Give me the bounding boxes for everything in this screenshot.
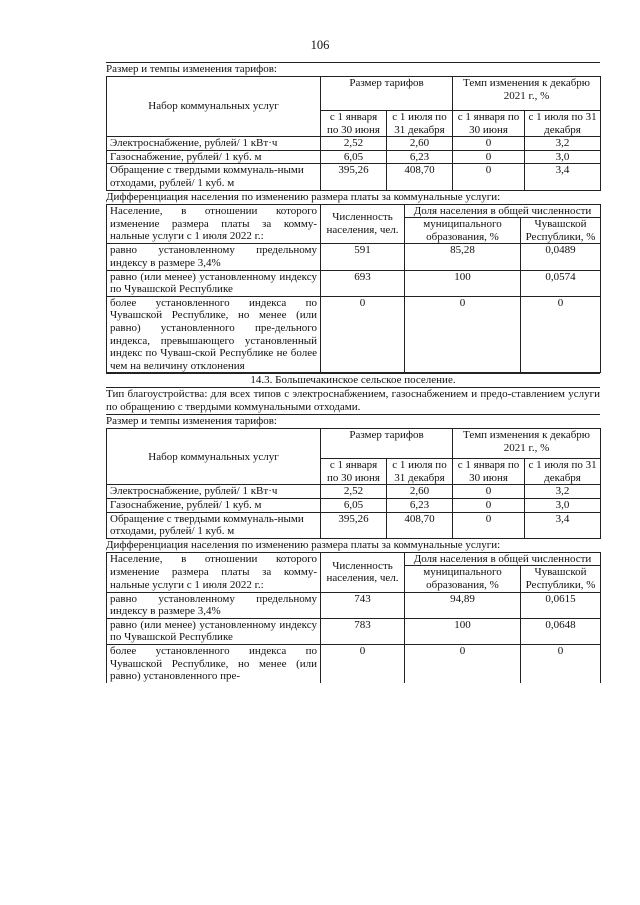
differentiation-label: Дифференциация населения по изменению размера платы за коммунальные услуги: [106, 538, 501, 551]
table-row [107, 645, 601, 683]
header-republic: Чувашской Республики, % [521, 218, 601, 244]
tariff-value: 408,70 [387, 164, 453, 190]
service-name: Газоснабжение, рублей/ 1 куб. м [107, 499, 321, 513]
header-period-1: с 1 января по 30 июня [321, 111, 387, 137]
tariff-label: Размер и темпы изменения тарифов: [106, 62, 600, 76]
group-municipal-share: 94,89 [405, 592, 521, 618]
rate-value: 3,4 [525, 512, 601, 538]
rate-value: 3,2 [525, 137, 601, 151]
rate-value: 3,0 [525, 150, 601, 164]
group-municipal-share: 100 [405, 270, 521, 296]
header-change-rate: Темп изменения к декабрю 2021 г., % [453, 77, 601, 111]
group-count: 0 [321, 645, 405, 683]
document-body [106, 62, 600, 683]
tariff-table [106, 76, 601, 191]
header-count: Численность населения, чел. [321, 204, 405, 244]
group-count: 693 [321, 270, 405, 296]
group-municipal-share: 0 [405, 645, 521, 683]
group-republic-share: 0,0574 [521, 270, 601, 296]
improvement-type: Тип благоустройства: для всех типов с электроснабжением, газоснабжением и предо-ставлением услуги по обращению с твердыми коммунальными отходами. [106, 388, 600, 414]
header-period-2: с 1 июля по 31 декабря [525, 459, 601, 485]
tariff-value: 6,05 [321, 499, 387, 513]
group-republic-share: 0 [521, 296, 601, 373]
header-period-1: с 1 января по 30 июня [321, 459, 387, 485]
header-population: Население, в отношении которого изменение размера платы за комму-нальные услуги с 1 июля 2022 г.: [107, 552, 321, 592]
header-population: Население, в отношении которого изменение размера платы за комму-нальные услуги с 1 июля 2022 г.: [107, 204, 321, 244]
header-count: Численность населения, чел. [321, 552, 405, 592]
tariff-value: 408,70 [387, 512, 453, 538]
tariff-value: 2,60 [387, 137, 453, 151]
header-tariff-size: Размер тарифов [321, 429, 453, 459]
header-change-rate: Темп изменения к декабрю 2021 г., % [453, 429, 601, 459]
service-name: Обращение с твердыми коммуналь-ными отходами, рублей/ 1 куб. м [107, 164, 321, 190]
service-name: Электроснабжение, рублей/ 1 кВт·ч [107, 137, 321, 151]
header-period-2: с 1 июля по 31 декабря [387, 459, 453, 485]
service-name: Газоснабжение, рублей/ 1 куб. м [107, 150, 321, 164]
rate-value: 0 [453, 137, 525, 151]
rate-value: 3,2 [525, 485, 601, 499]
service-name: Обращение с твердыми коммуналь-ными отходами, рублей/ 1 куб. м [107, 512, 321, 538]
group-municipal-share: 85,28 [405, 244, 521, 270]
group-municipal-share: 0 [405, 296, 521, 373]
group-description: равно установленному предельному индексу в размере 3,4% [107, 244, 321, 270]
table-row [107, 592, 601, 618]
table-row [107, 150, 601, 164]
group-republic-share: 0,0648 [521, 618, 601, 644]
header-services: Набор коммунальных услуг [107, 429, 321, 485]
differentiation-table [106, 552, 601, 683]
group-count: 743 [321, 592, 405, 618]
group-count: 0 [321, 296, 405, 373]
header-period-1: с 1 января по 30 июня [453, 111, 525, 137]
header-tariff-size: Размер тарифов [321, 77, 453, 111]
service-name: Электроснабжение, рублей/ 1 кВт·ч [107, 485, 321, 499]
header-municipal: муниципального образования, % [405, 566, 521, 592]
tariff-value: 395,26 [321, 512, 387, 538]
group-description: равно установленному предельному индексу в размере 3,4% [107, 592, 321, 618]
header-services: Набор коммунальных услуг [107, 77, 321, 137]
tariff-value: 6,05 [321, 150, 387, 164]
table-row [107, 618, 601, 644]
tariff-value: 2,52 [321, 137, 387, 151]
rate-value: 0 [453, 499, 525, 513]
rate-value: 0 [453, 150, 525, 164]
table-row [107, 485, 601, 499]
table-row [107, 164, 601, 190]
header-period-2: с 1 июля по 31 декабря [387, 111, 453, 137]
rate-value: 3,4 [525, 164, 601, 190]
group-description: более установленного индекса по Чувашской Республике, но менее (или равно) установленного пре-дельного индекса, превышающего установленный индекс по Чуваш-ской Республике не более чем на величину отклонения [107, 296, 321, 373]
group-description: равно (или менее) установленному индексу по Чувашской Республике [107, 618, 321, 644]
group-description: более установленного индекса по Чувашской Республике, но менее (или равно) установленного пре- [107, 645, 321, 683]
tariff-value: 6,23 [387, 150, 453, 164]
table-row [107, 137, 601, 151]
header-municipal: муниципального образования, % [405, 218, 521, 244]
differentiation-table [106, 204, 601, 374]
page-number: 106 [310, 38, 330, 52]
tariff-label: Размер и темпы изменения тарифов: [106, 414, 600, 428]
tariff-table [106, 428, 601, 539]
tariff-value: 6,23 [387, 499, 453, 513]
tariff-value: 2,52 [321, 485, 387, 499]
rate-value: 3,0 [525, 499, 601, 513]
group-description: равно (или менее) установленному индексу по Чувашской Республике [107, 270, 321, 296]
header-share: Доля населения в общей численности [405, 552, 601, 566]
section-title: 14.3. Большечакинское сельское поселение. [106, 373, 600, 388]
group-republic-share: 0,0615 [521, 592, 601, 618]
header-period-1: с 1 января по 30 июня [453, 459, 525, 485]
tariff-value: 395,26 [321, 164, 387, 190]
rate-value: 0 [453, 512, 525, 538]
group-republic-share: 0,0489 [521, 244, 601, 270]
table-row [107, 499, 601, 513]
group-count: 591 [321, 244, 405, 270]
group-municipal-share: 100 [405, 618, 521, 644]
header-share: Доля населения в общей численности [405, 204, 601, 218]
table-row [107, 512, 601, 538]
rate-value: 0 [453, 485, 525, 499]
table-row [107, 270, 601, 296]
rate-value: 0 [453, 164, 525, 190]
differentiation-label: Дифференциация населения по изменению размера платы за коммунальные услуги: [106, 190, 501, 203]
tariff-value: 2,60 [387, 485, 453, 499]
group-republic-share: 0 [521, 645, 601, 683]
header-period-2: с 1 июля по 31 декабря [525, 111, 601, 137]
group-count: 783 [321, 618, 405, 644]
table-row [107, 296, 601, 373]
table-row [107, 244, 601, 270]
header-republic: Чувашской Республики, % [521, 566, 601, 592]
